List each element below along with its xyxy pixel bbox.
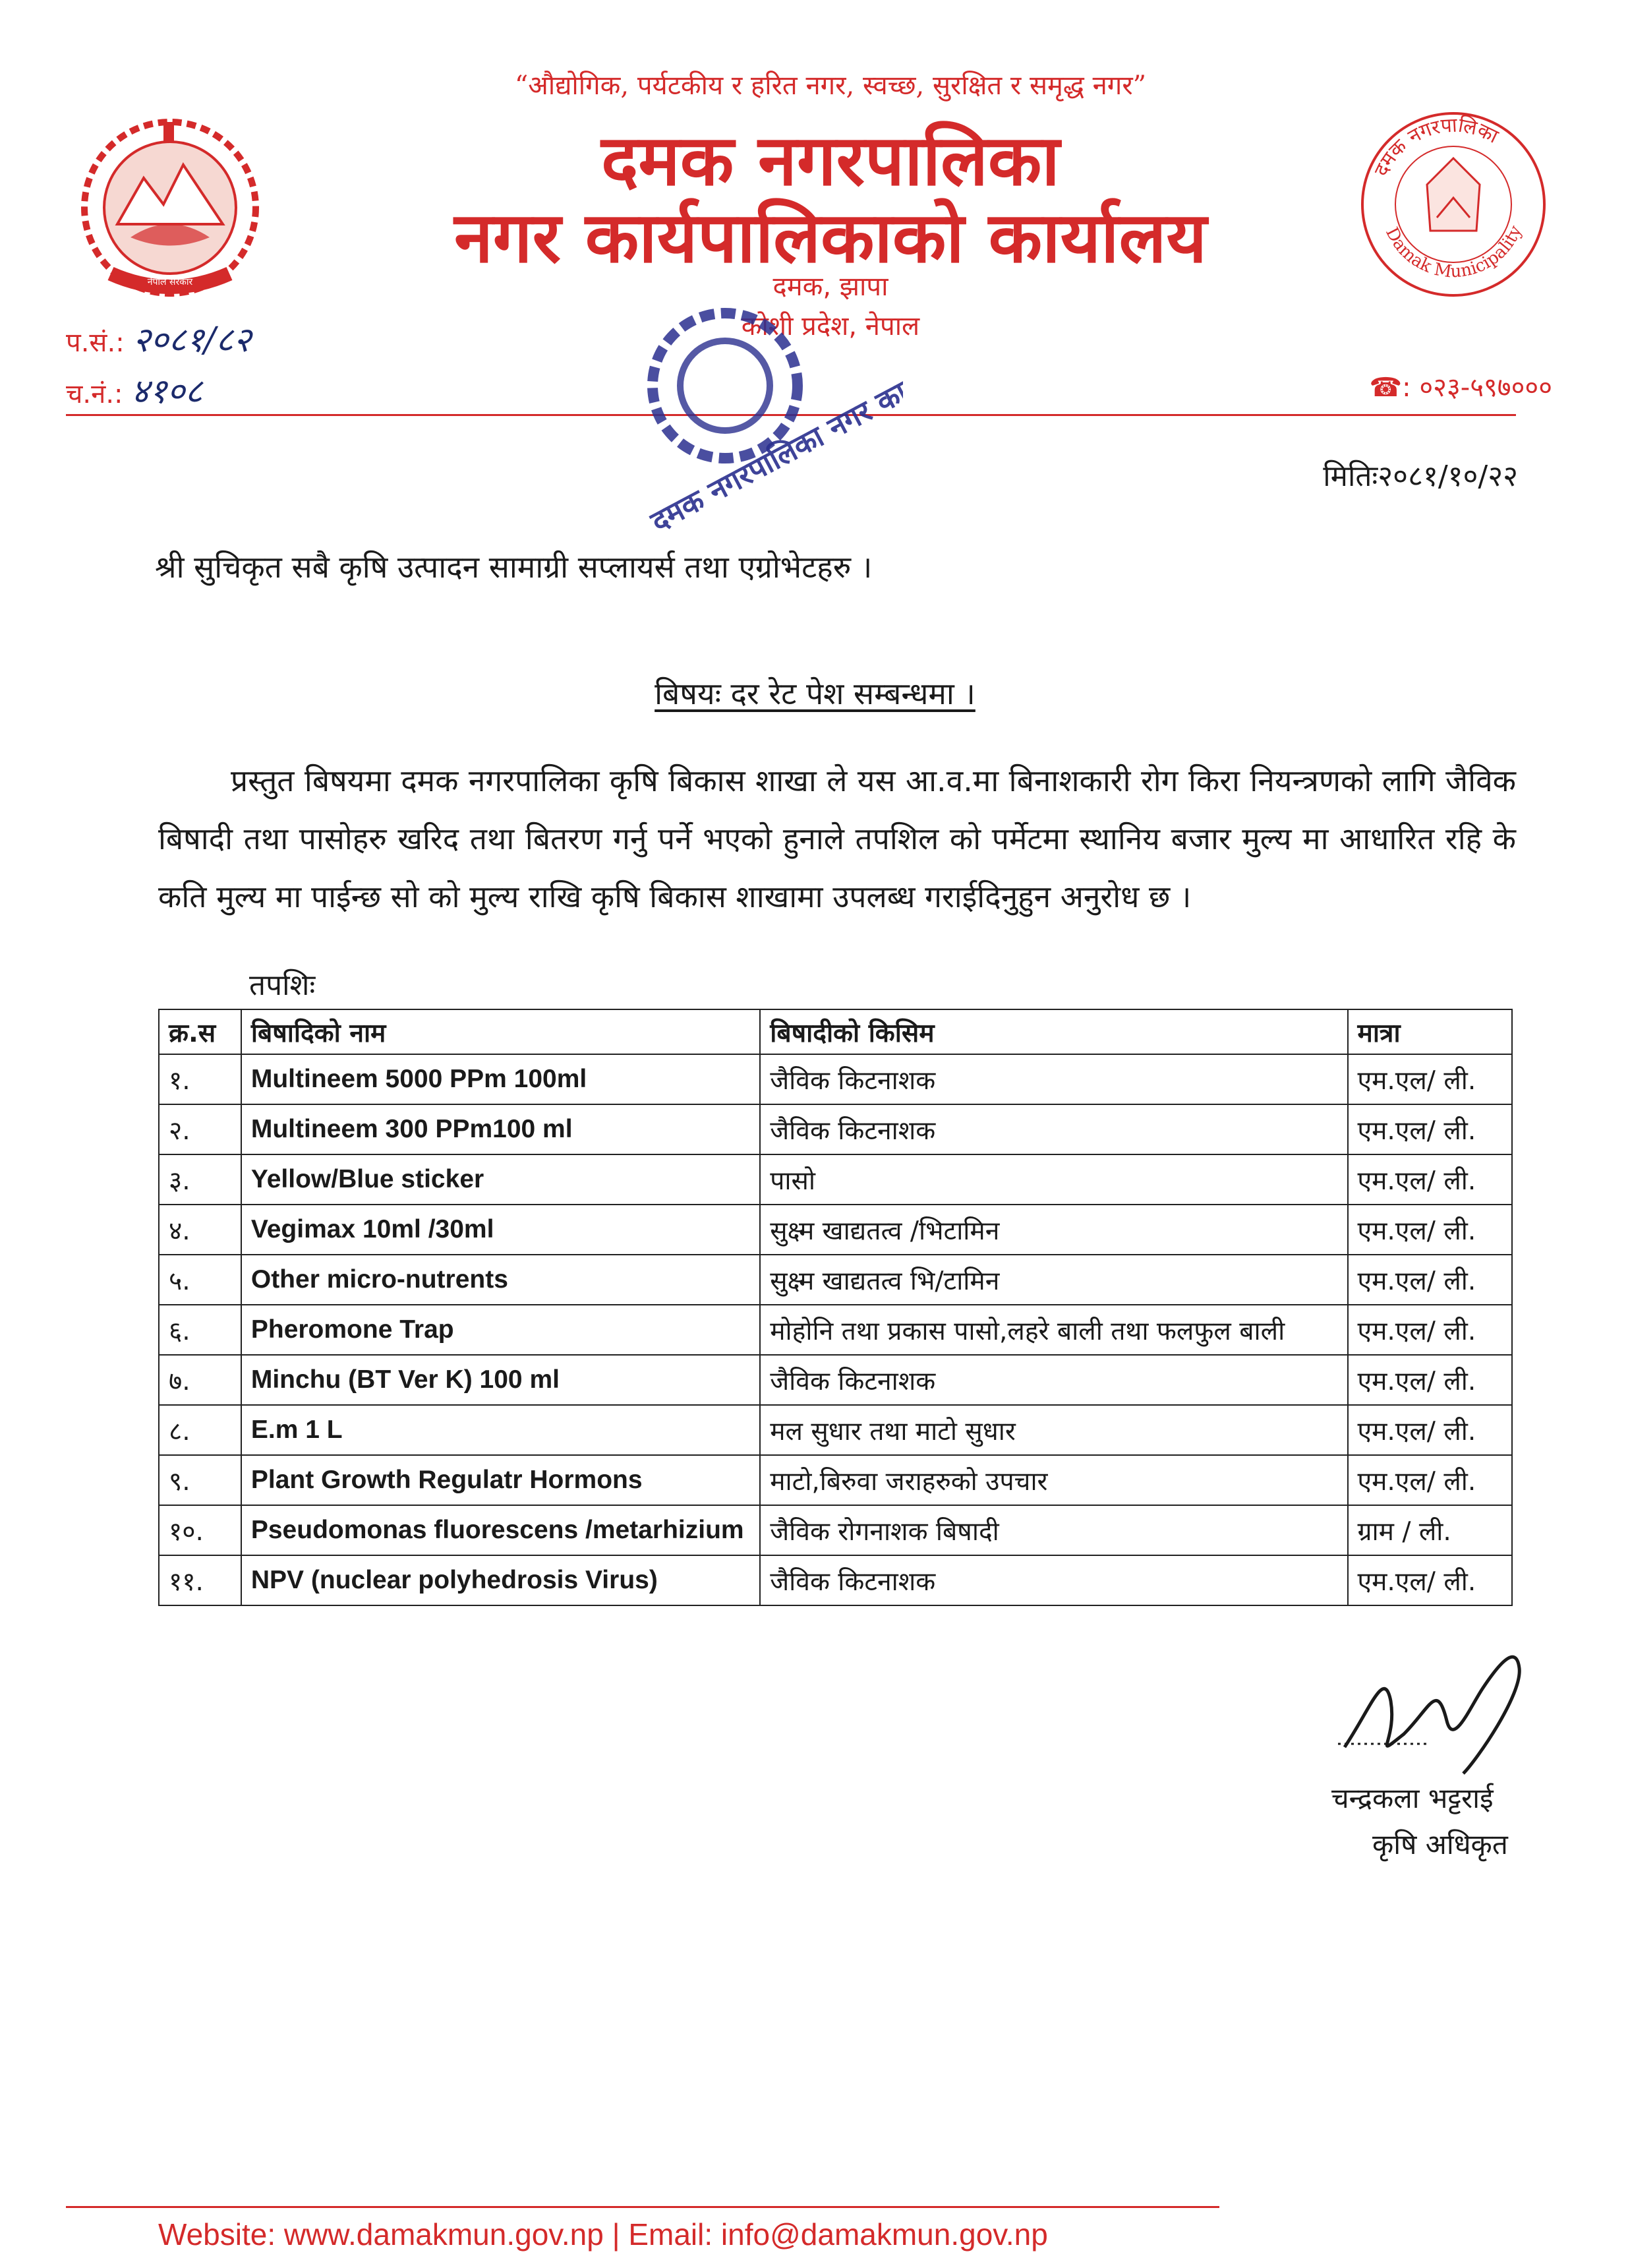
signatory-title: कृषि अधिकृत	[1372, 1828, 1508, 1861]
cell-sn: ४.	[159, 1205, 241, 1255]
dispatch-number-label: च.नं.:	[66, 379, 123, 409]
cell-name: Pseudomonas fluorescens /metarhizium	[241, 1505, 760, 1555]
svg-text:Damak Municipality: Damak Municipality	[1382, 223, 1527, 282]
cell-unit: एम.एल/ ली.	[1348, 1255, 1513, 1305]
dispatch-number	[66, 367, 202, 413]
footer-contact: Website: www.damakmun.gov.np | Email: info@damakmun.gov.np	[158, 2217, 1048, 2252]
address-line-1: दमक, झापा	[772, 272, 888, 302]
cell-name: Minchu (BT Ver K) 100 ml	[241, 1355, 760, 1405]
letter-body: प्रस्तुत बिषयमा दमक नगरपालिका कृषि बिकास शाखा ले यस आ.व.मा बिनाशकारी रोग किरा नियन्त्रणको लागि जैविक बिषादी तथा पासोहरु खरिद तथा बितरण गर्नु पर्ने भएको हुनाले तपशिल को पर्मेटमा स्थानिय बजार मुल्य मा आधारित रहि के कति मुल्य मा पाईन्छ सो को मुल्य राखि कृषि बिकास शाखामा उपलब्ध गराईदिनुहुन अनुरोध छ ।	[158, 763, 1516, 914]
org-name: दमक नगरपालिका	[601, 119, 1060, 201]
svg-text:नेपाल सरकार: नेपाल सरकार	[147, 277, 193, 287]
cell-sn: १.	[159, 1054, 241, 1104]
cell-name: Pheromone Trap	[241, 1305, 760, 1355]
items-table	[158, 1009, 1513, 1606]
table-row	[159, 1555, 1512, 1605]
cell-sn: १०.	[159, 1505, 241, 1555]
cell-sn: ८.	[159, 1405, 241, 1455]
cell-name: Yellow/Blue sticker	[241, 1154, 760, 1205]
table-row	[159, 1455, 1512, 1505]
cell-type: जैविक किटनाशक	[760, 1104, 1347, 1154]
cell-name: NPV (nuclear polyhedrosis Virus)	[241, 1555, 760, 1605]
dispatch-number-value: ४१०८	[131, 372, 203, 411]
subject-text: बिषयः दर रेट पेश सम्बन्धमा ।	[655, 676, 975, 711]
cell-unit: एम.एल/ ली.	[1348, 1054, 1513, 1104]
cell-type: जैविक किटनाशक	[760, 1054, 1347, 1104]
subject-line	[0, 672, 1630, 713]
signatory-name: चन्द्रकला भट्टराई	[1331, 1782, 1494, 1814]
cell-type: सुक्ष्म खाद्यतत्व /भिटामिन	[760, 1205, 1347, 1255]
nepal-government-emblem	[71, 112, 269, 306]
header-sn: क्र.स	[159, 1009, 241, 1054]
cell-name: Multineem 5000 PPm 100ml	[241, 1054, 760, 1104]
table-row	[159, 1255, 1512, 1305]
header-name: बिषादिको नाम	[241, 1009, 760, 1054]
table-row	[159, 1054, 1512, 1104]
addressee: श्री सुचिकृत सबै कृषि उत्पादन सामाग्री सप्लायर्स तथा एग्रोभेटहरु ।	[155, 549, 873, 585]
cell-unit: एम.एल/ ली.	[1348, 1205, 1513, 1255]
cell-type: मोहोनि तथा प्रकास पासो,लहरे बाली तथा फलफुल बाली	[760, 1305, 1347, 1355]
cell-name: E.m 1 L	[241, 1405, 760, 1455]
phone-number: ☎: ०२३-५९७०००	[1369, 373, 1552, 403]
cell-name: Plant Growth Regulatr Hormons	[241, 1455, 760, 1505]
table-row	[159, 1305, 1512, 1355]
footer-divider	[66, 2206, 1219, 2208]
table-row	[159, 1355, 1512, 1405]
table-row	[159, 1154, 1512, 1205]
cell-unit: एम.एल/ ली.	[1348, 1405, 1513, 1455]
table-row	[159, 1505, 1512, 1555]
cell-sn: ६.	[159, 1305, 241, 1355]
cell-type: जैविक रोगनाशक बिषादी	[760, 1505, 1347, 1555]
cell-type: मल सुधार तथा माटो सुधार	[760, 1405, 1347, 1455]
table-row	[159, 1405, 1512, 1455]
table-header-row	[159, 1009, 1512, 1054]
svg-text:दमक नगरपालिका नगर कार्यपालिकाक: दमक नगरपालिका नगर कार्यपालिकाको	[645, 315, 903, 539]
cell-sn: ११.	[159, 1555, 241, 1605]
cell-unit: एम.एल/ ली.	[1348, 1154, 1513, 1205]
cell-unit: ग्राम / ली.	[1348, 1505, 1513, 1555]
cell-type: सुक्ष्म खाद्यतत्व भि/टामिन	[760, 1255, 1347, 1305]
svg-text:दमक नगरपालिका: दमक नगरपालिका	[1370, 113, 1502, 180]
cell-sn: ७.	[159, 1355, 241, 1405]
cell-unit: एम.एल/ ली.	[1348, 1104, 1513, 1154]
cell-name: Vegimax 10ml /30ml	[241, 1205, 760, 1255]
letter-number-label: प.सं.:	[66, 328, 125, 358]
signature	[1331, 1628, 1542, 1783]
letter-number-value: २०८१/८२	[132, 320, 252, 360]
office-stamp	[626, 300, 903, 580]
cell-sn: २.	[159, 1104, 241, 1154]
cell-sn: ९.	[159, 1455, 241, 1505]
letter-number	[66, 315, 251, 362]
header-unit: मात्रा	[1348, 1009, 1513, 1054]
cell-type: जैविक किटनाशक	[760, 1355, 1347, 1405]
cell-unit: एम.एल/ ली.	[1348, 1355, 1513, 1405]
cell-unit: एम.एल/ ली.	[1348, 1455, 1513, 1505]
letter-date: मितिः२०८१/१०/२२	[1323, 460, 1518, 493]
cell-name: Multineem 300 PPm100 ml	[241, 1104, 760, 1154]
cell-unit: एम.एल/ ली.	[1348, 1305, 1513, 1355]
cell-unit: एम.एल/ ली.	[1348, 1555, 1513, 1605]
cell-type: माटो,बिरुवा जराहरुको उपचार	[760, 1455, 1347, 1505]
header-type: बिषादीको किसिम	[760, 1009, 1347, 1054]
address-line-2: कोशी प्रदेश, नेपाल	[741, 311, 920, 342]
table-row	[159, 1205, 1512, 1255]
cell-sn: ३.	[159, 1154, 241, 1205]
tapasil-label: तपशिः	[249, 969, 316, 1002]
slogan: “औद्योगिक, पर्यटकीय र हरित नगर, स्वच्छ, सुरक्षित र समृद्ध नगर”	[514, 71, 1147, 101]
office-name: नगर कार्यपालिकाको कार्यालय	[454, 196, 1207, 278]
cell-sn: ५.	[159, 1255, 241, 1305]
cell-type: जैविक किटनाशक	[760, 1555, 1347, 1605]
table-row	[159, 1104, 1512, 1154]
cell-name: Other micro-nutrents	[241, 1255, 760, 1305]
cell-type: पासो	[760, 1154, 1347, 1205]
